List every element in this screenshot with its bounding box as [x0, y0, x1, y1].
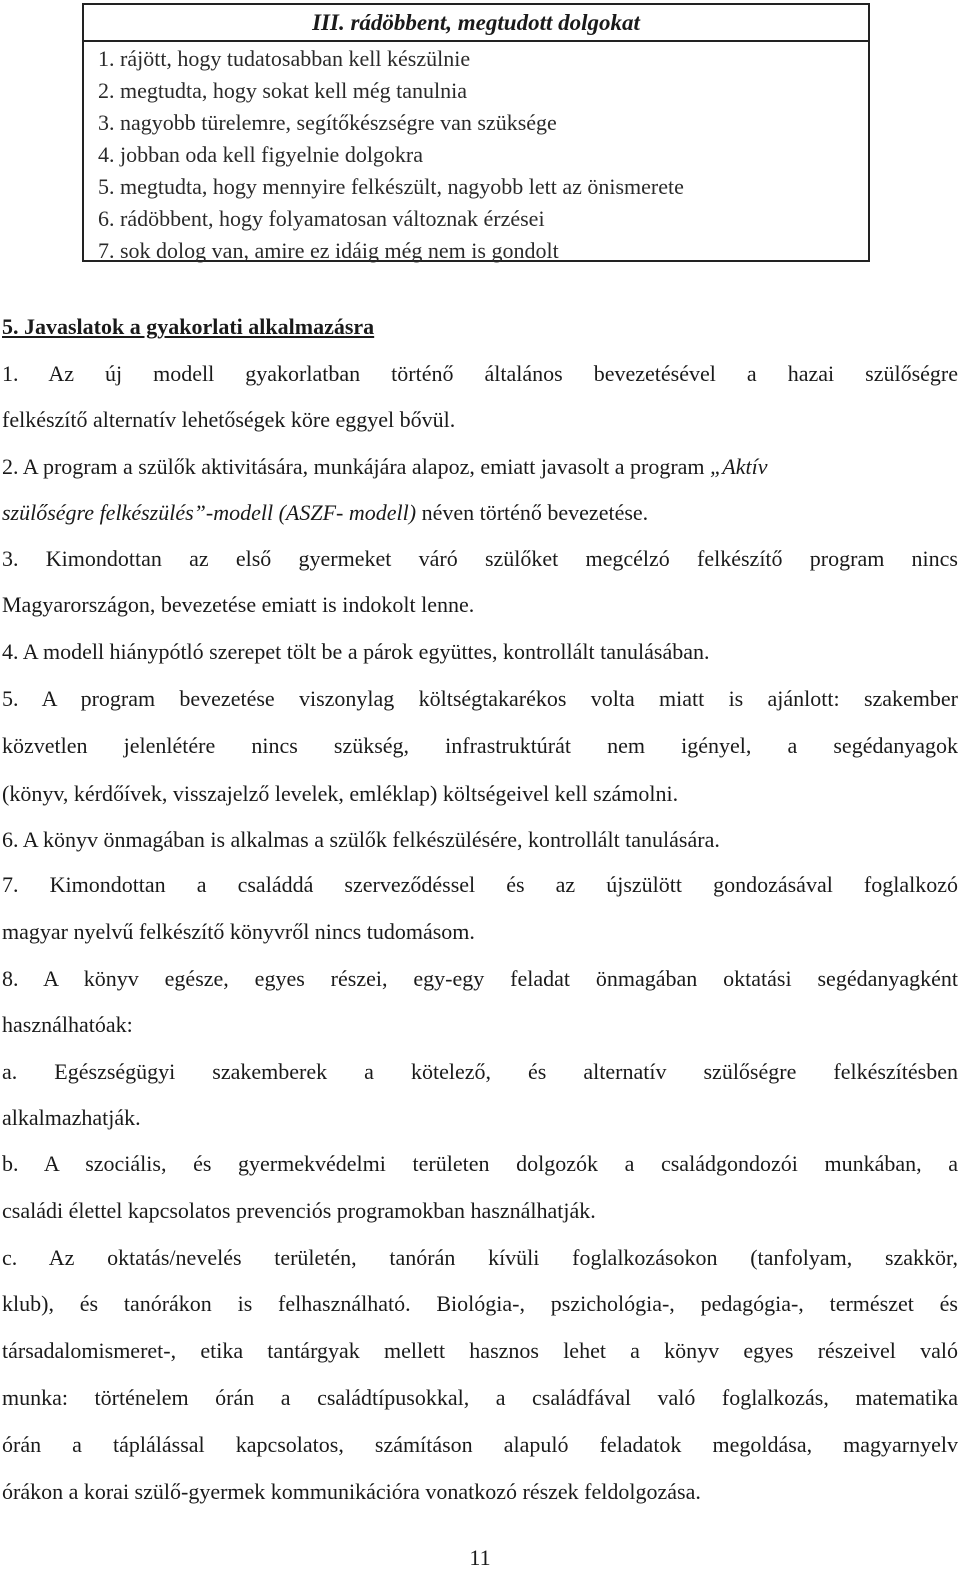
- text-line: 8. A könyv egésze, egyes részei, egy-egy feladat önmagában oktatási segédanyagként: [2, 966, 958, 991]
- text-line: 4. A modell hiánypótló szerepet tölt be a párok együttes, kontrollált tanulásában.: [2, 639, 710, 664]
- page-number: 11: [469, 1545, 491, 1570]
- box-item: 4. jobban oda kell figyelnie dolgokra: [98, 142, 424, 167]
- box-item: 7. sok dolog van, amire ez idáig még nem is gondolt: [98, 238, 559, 263]
- text-line: felkészítő alternatív lehetőségek köre eggyel bővül.: [2, 407, 456, 432]
- text-line: közvetlen jelenlétére nincs szükség, infrastruktúrát nem igényel, a segédanyagok: [2, 733, 958, 758]
- text-line: használhatóak:: [2, 1012, 133, 1037]
- text-fragment: 2. A program a szülők aktivitására, munkájára alapoz, emiatt javasolt a program: [2, 454, 705, 479]
- box-item: 6. rádöbbent, hogy folyamatosan változnak érzései: [98, 206, 545, 231]
- text-line: órán a táplálással kapcsolatos, számításon alapuló feladatok megoldása, magyarnyelv: [2, 1432, 958, 1457]
- box-item: 3. nagyobb türelemre, segítőkészségre van szüksége: [98, 110, 557, 135]
- box-item: 1. rájött, hogy tudatosabban kell készülnie: [98, 46, 471, 71]
- text-fragment: néven történő bevezetése.: [416, 500, 649, 525]
- italic-fragment: „Aktív: [710, 454, 768, 479]
- box-title: III. rádöbbent, megtudott dolgokat: [312, 10, 640, 35]
- text-line: 5. A program bevezetése viszonylag költségtakarékos volta miatt is ajánlott: szakember: [2, 686, 958, 711]
- text-line: b. A szociális, és gyermekvédelmi területen dolgozók a családgondozói munkában, a: [2, 1151, 958, 1176]
- text-line: klub), és tanórákon is felhasználható. Biológia-, pszichológia-, pedagógia-, természet és: [2, 1291, 958, 1316]
- section-heading: 5. Javaslatok a gyakorlati alkalmazásra: [2, 314, 375, 339]
- text-line: Magyarországon, bevezetése emiatt is indokolt lenne.: [2, 592, 475, 617]
- text-line: (könyv, kérdőívek, visszajelző levelek, emléklap) költségeivel kell számolni.: [2, 781, 679, 806]
- box-title-divider: [84, 40, 868, 42]
- summary-box: [82, 3, 870, 262]
- text-line: [2, 452, 958, 482]
- text-line: munka: történelem órán a családtípusokkal, a családfával való foglalkozás, matematika: [2, 1385, 958, 1410]
- italic-fragment: szülőségre felkészülés”-modell (ASZF- modell): [2, 500, 417, 525]
- text-line: c. Az oktatás/nevelés területén, tanórán kívüli foglalkozásokon (tanfolyam, szakkör,: [2, 1245, 958, 1270]
- box-item: 2. megtudta, hogy sokat kell még tanulnia: [98, 78, 468, 103]
- text-line: [2, 498, 958, 528]
- box-item: 5. megtudta, hogy mennyire felkészült, nagyobb lett az önismerete: [98, 174, 684, 199]
- text-line: 6. A könyv önmagában is alkalmas a szülők felkészülésére, kontrollált tanulására.: [2, 827, 720, 852]
- text-line: 3. Kimondottan az első gyermeket váró szülőket megcélzó felkészítő program nincs: [2, 546, 958, 571]
- text-line: családi élettel kapcsolatos prevenciós programokban használhatják.: [2, 1198, 596, 1223]
- text-line: alkalmazhatják.: [2, 1105, 141, 1130]
- text-line: 1. Az új modell gyakorlatban történő általános bevezetésével a hazai szülőségre: [2, 361, 958, 386]
- text-line: magyar nyelvű felkészítő könyvről nincs tudomásom.: [2, 919, 475, 944]
- text-line: társadalomismeret-, etika tantárgyak mellett hasznos lehet a könyv egyes részeivel való: [2, 1338, 958, 1363]
- text-line: 7. Kimondottan a családdá szerveződéssel és az újszülött gondozásával foglalkozó: [2, 872, 958, 897]
- text-line: órákon a korai szülő-gyermek kommunikációra vonatkozó részek feldolgozása.: [2, 1479, 701, 1504]
- text-line: a. Egészségügyi szakemberek a kötelező, és alternatív szülőségre felkészítésben: [2, 1059, 958, 1084]
